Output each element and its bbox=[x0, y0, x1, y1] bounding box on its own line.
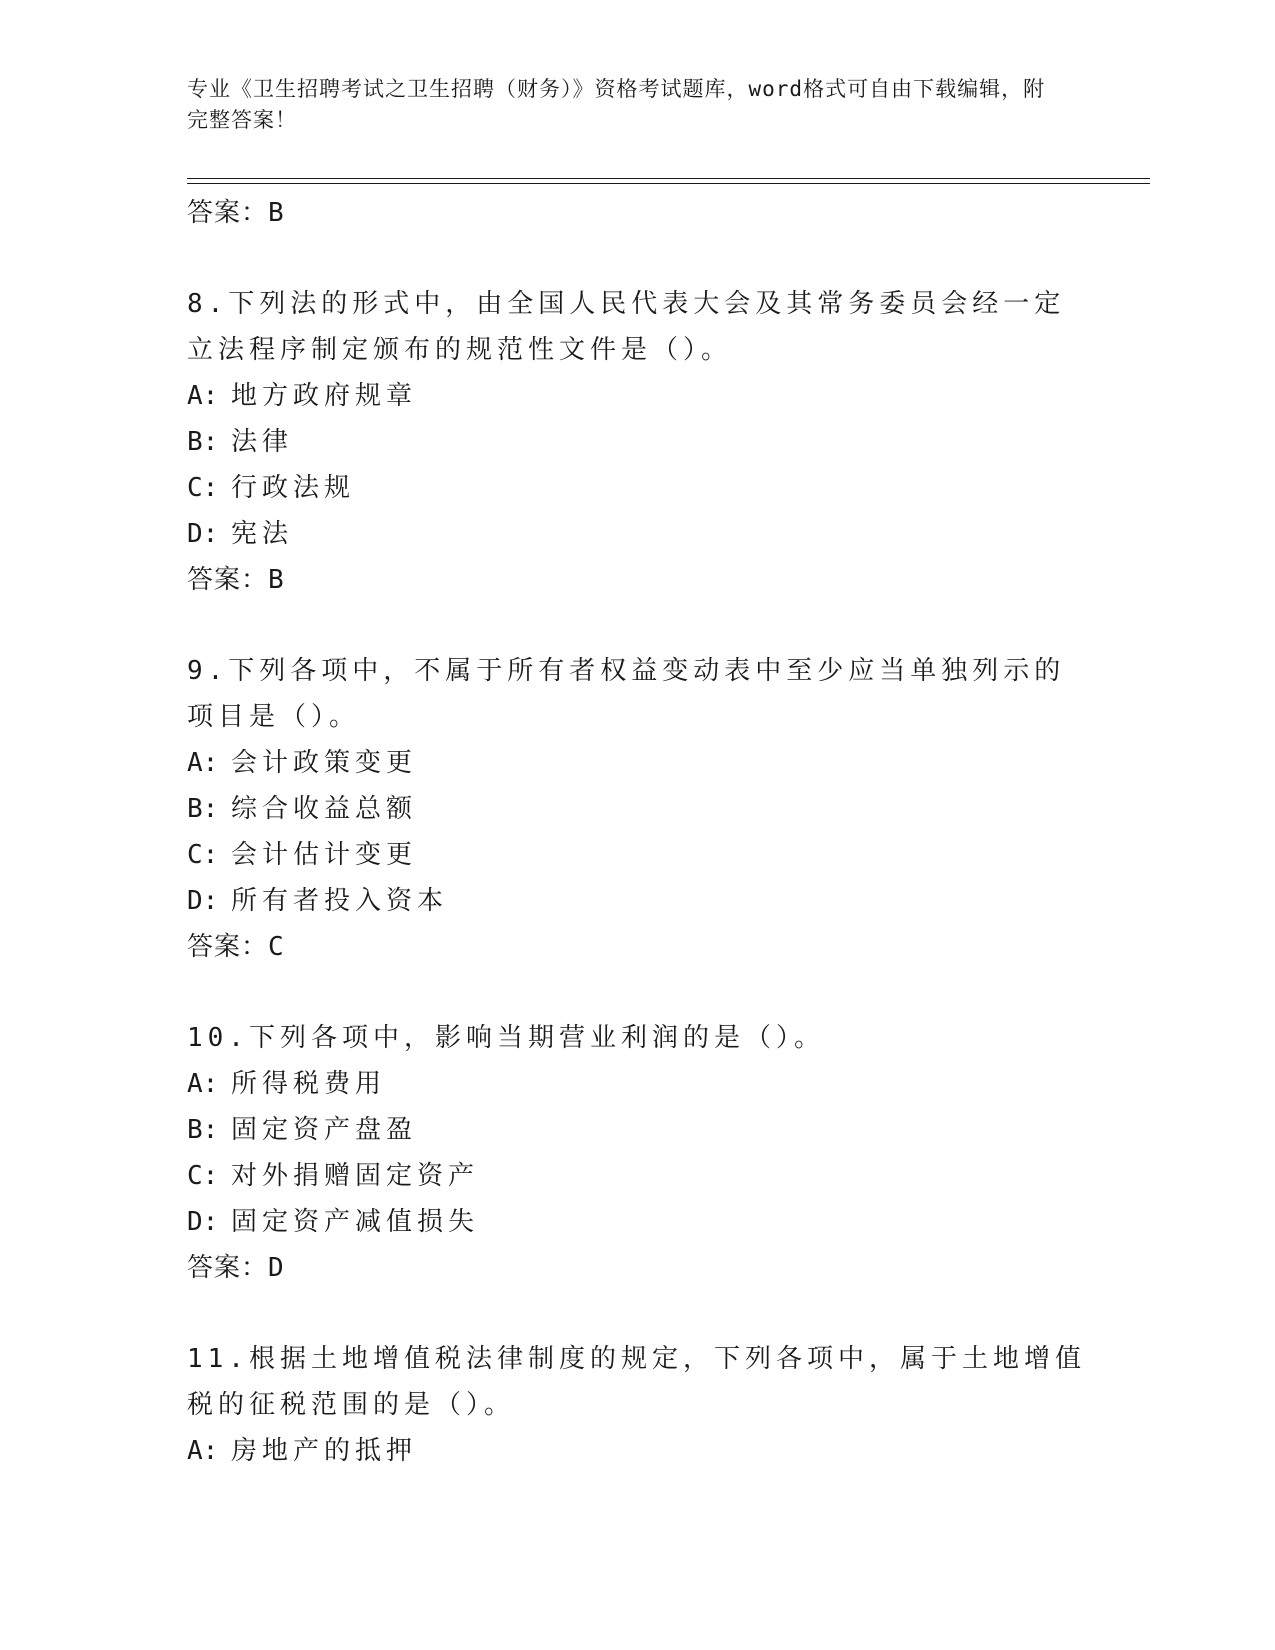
option-text: 所有者投入资本 bbox=[231, 886, 449, 916]
option-a bbox=[187, 1061, 1087, 1107]
option-c bbox=[187, 832, 1087, 878]
option-d bbox=[187, 878, 1087, 924]
option-text: 会计估计变更 bbox=[231, 840, 418, 870]
option-d bbox=[187, 1199, 1087, 1245]
option-c bbox=[187, 465, 1087, 511]
option-text: 行政法规 bbox=[231, 473, 356, 503]
question-stem: 10.下列各项中，影响当期营业利润的是（）。 bbox=[187, 1023, 825, 1053]
option-letter: D: bbox=[187, 886, 219, 916]
option-letter: A: bbox=[187, 1436, 219, 1466]
option-text: 宪法 bbox=[231, 519, 294, 549]
option-text: 会计政策变更 bbox=[231, 748, 418, 778]
header-divider-bottom bbox=[187, 183, 1150, 184]
option-text: 所得税费用 bbox=[231, 1069, 387, 1099]
answer-line: 答案：C bbox=[187, 932, 285, 962]
question-10 bbox=[187, 1015, 1087, 1291]
option-b bbox=[187, 786, 1087, 832]
option-text: 地方政府规章 bbox=[231, 381, 418, 411]
option-text: 综合收益总额 bbox=[231, 794, 418, 824]
option-letter: B: bbox=[187, 1115, 219, 1145]
question-11 bbox=[187, 1336, 1087, 1474]
answer-line: 答案：D bbox=[187, 1253, 285, 1283]
option-text: 房地产的抵押 bbox=[231, 1436, 418, 1466]
question-list bbox=[187, 190, 1087, 1474]
question-9 bbox=[187, 648, 1087, 970]
question-stem: 9.下列各项中，不属于所有者权益变动表中至少应当单独列示的项目是（）。 bbox=[187, 656, 1066, 732]
answer-line: 答案：B bbox=[187, 565, 285, 595]
option-c bbox=[187, 1153, 1087, 1199]
question-8 bbox=[187, 281, 1087, 603]
document-header: 专业《卫生招聘考试之卫生招聘（财务）》资格考试题库，word格式可自由下载编辑，附完整答案！ bbox=[187, 77, 1046, 132]
option-text: 固定资产盘盈 bbox=[231, 1115, 418, 1145]
answer-line: 答案：B bbox=[187, 198, 285, 228]
option-a bbox=[187, 1428, 1087, 1474]
option-letter: A: bbox=[187, 381, 219, 411]
option-text: 固定资产减值损失 bbox=[231, 1207, 480, 1237]
option-letter: C: bbox=[187, 1161, 219, 1191]
option-a bbox=[187, 740, 1087, 786]
header-divider-top bbox=[187, 178, 1150, 179]
option-letter: B: bbox=[187, 427, 219, 457]
option-letter: B: bbox=[187, 794, 219, 824]
question-stem: 8.下列法的形式中，由全国人民代表大会及其常务委员会经一定立法程序制定颁布的规范性文件是（）。 bbox=[187, 289, 1066, 365]
question-stem: 11.根据土地增值税法律制度的规定，下列各项中，属于土地增值税的征税范围的是（）。 bbox=[187, 1344, 1086, 1420]
option-b bbox=[187, 1107, 1087, 1153]
option-letter: D: bbox=[187, 519, 219, 549]
option-letter: D: bbox=[187, 1207, 219, 1237]
option-text: 法律 bbox=[231, 427, 294, 457]
option-text: 对外捐赠固定资产 bbox=[231, 1161, 480, 1191]
option-letter: A: bbox=[187, 1069, 219, 1099]
option-letter: C: bbox=[187, 473, 219, 503]
option-b bbox=[187, 419, 1087, 465]
option-a bbox=[187, 373, 1087, 419]
option-d bbox=[187, 511, 1087, 557]
option-letter: C: bbox=[187, 840, 219, 870]
option-letter: A: bbox=[187, 748, 219, 778]
